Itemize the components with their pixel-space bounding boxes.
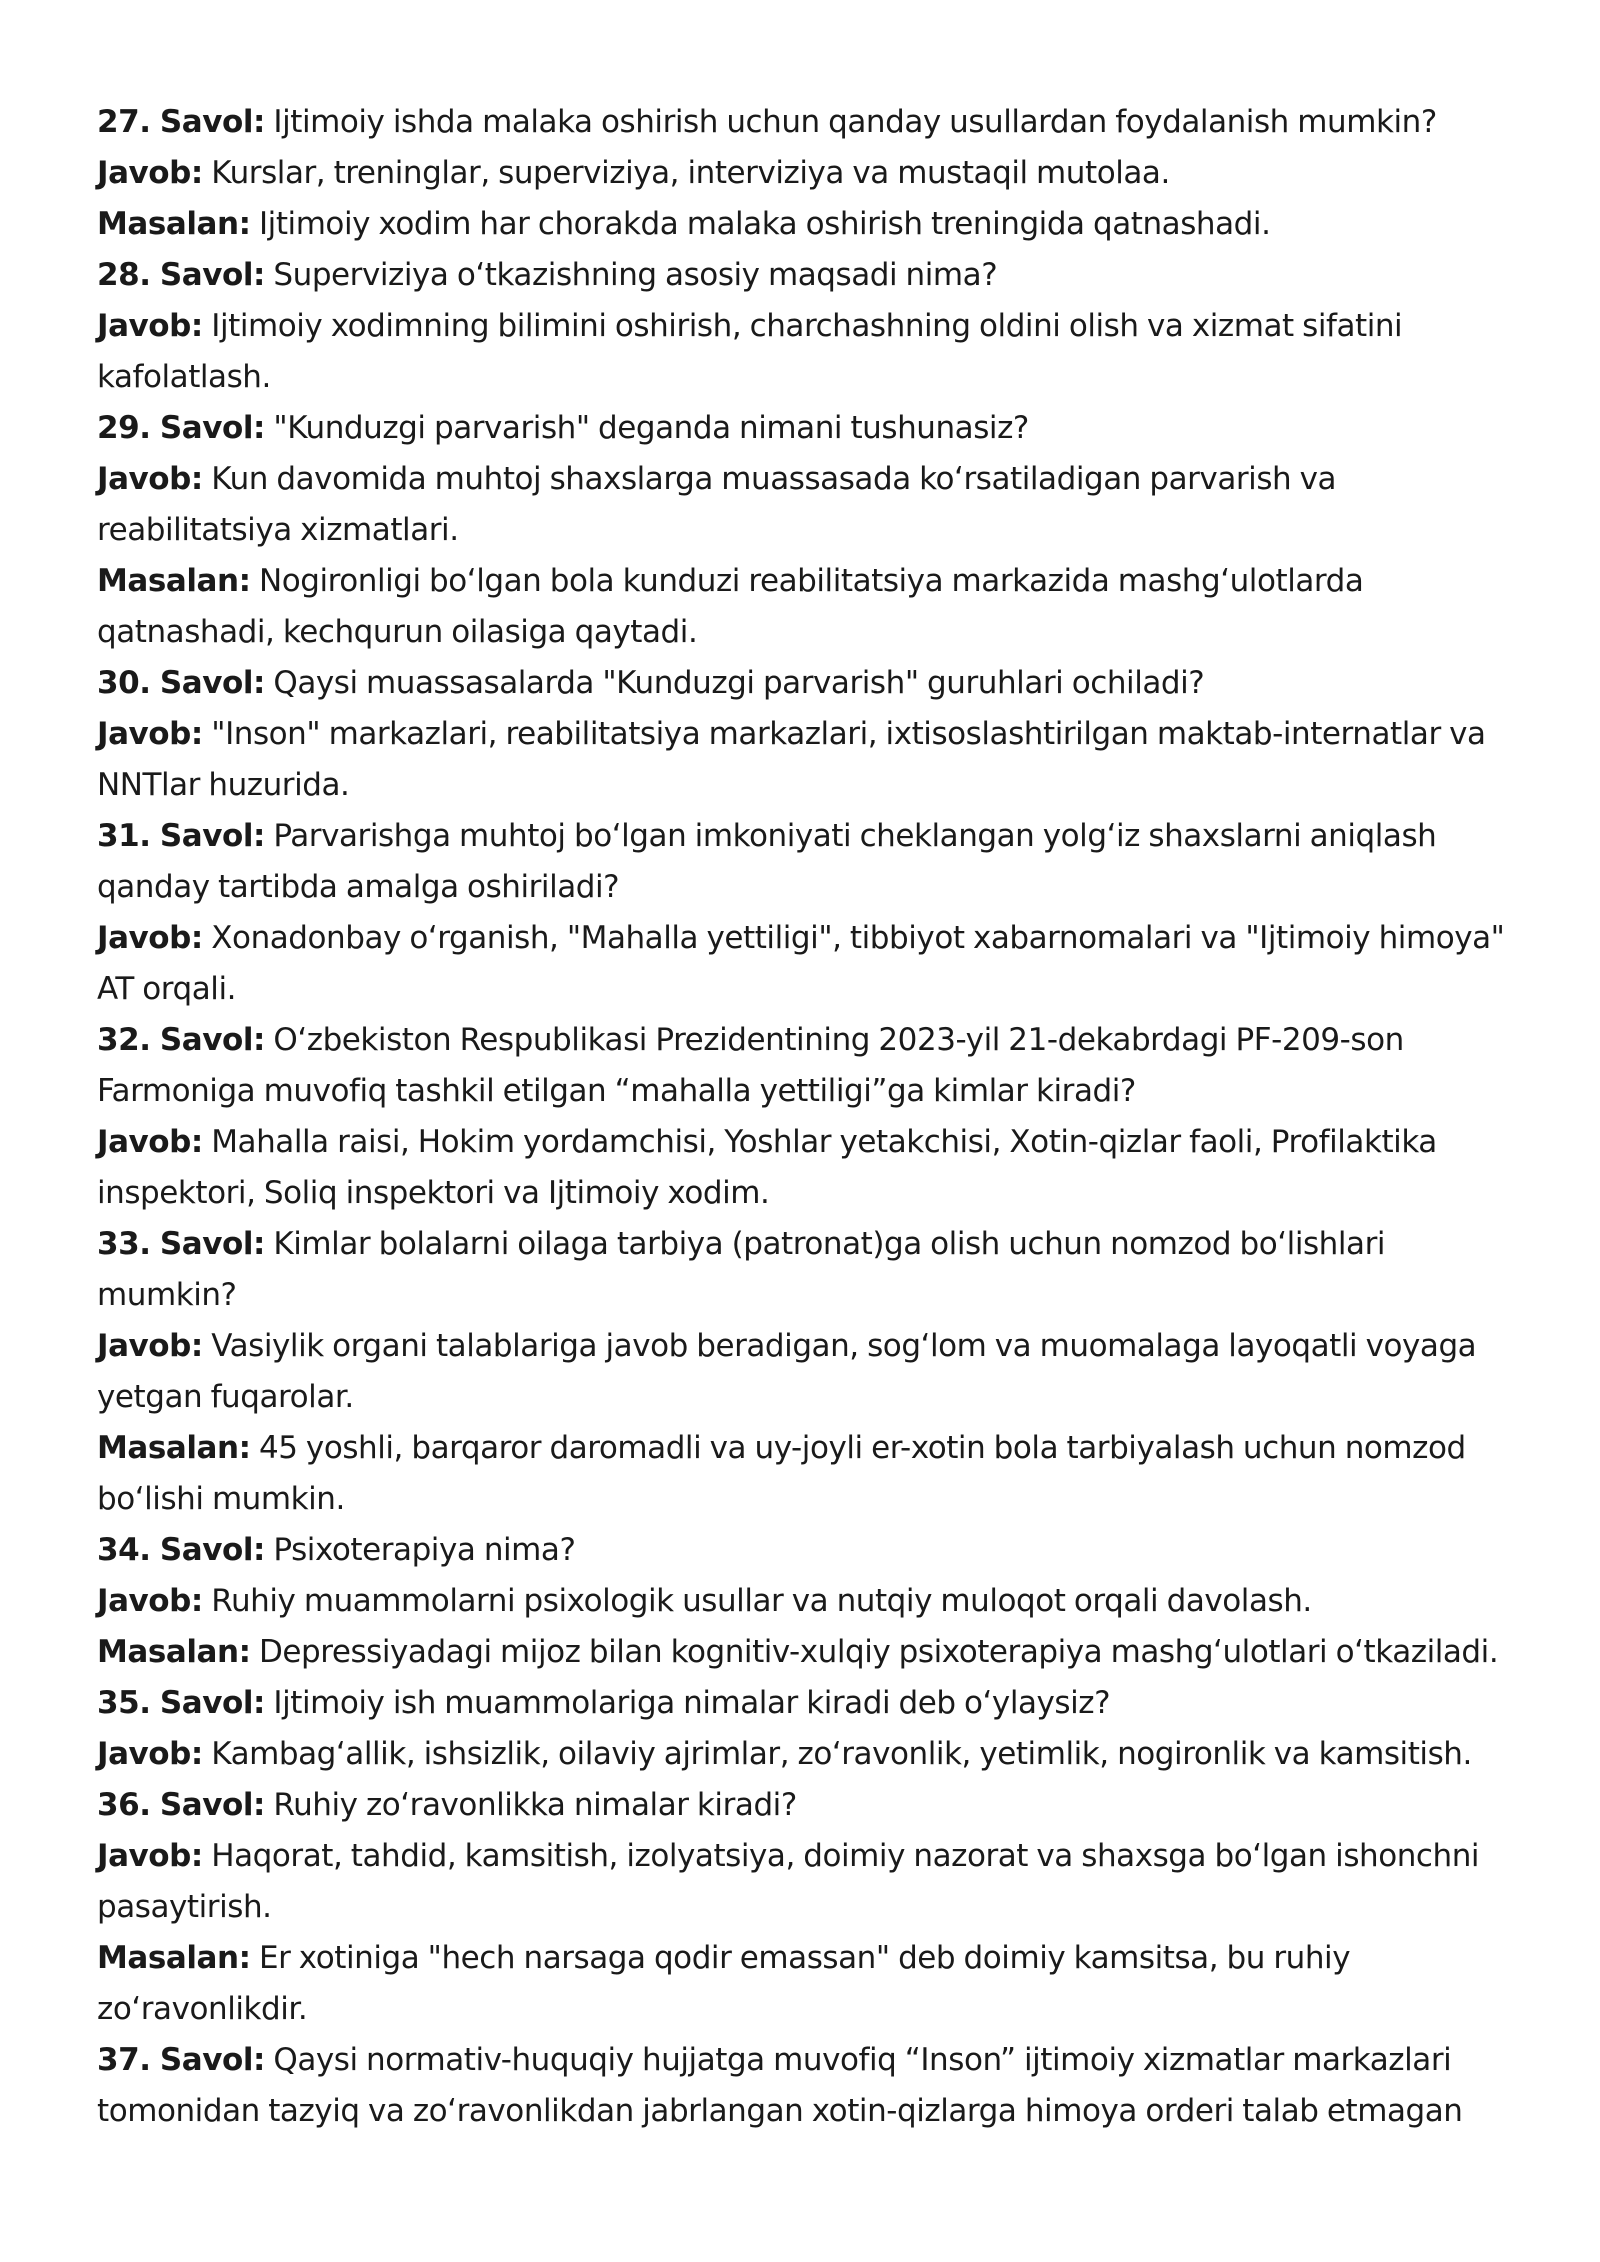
answer-paragraph	[97, 1117, 1517, 1219]
question-label: 32. Savol:	[97, 1022, 265, 1058]
answer-label: Javob:	[97, 155, 203, 191]
question-text: Parvarishga muhtoj boʻlgan imkoniyati cheklangan yolgʻiz shaxslarni aniqlash qanday tartibda amalga oshiriladi?	[97, 818, 1437, 905]
answer-paragraph	[97, 301, 1517, 403]
document-page	[97, 97, 1517, 2137]
answer-label: Javob:	[97, 1583, 203, 1619]
question-text: Superviziya oʻtkazishning asosiy maqsadi nima?	[264, 257, 998, 293]
question-label: 34. Savol:	[97, 1532, 265, 1568]
answer-text: Xonadonbay oʻrganish, "Mahalla yettiligi", tibbiyot xabarnomalari va "Ijtimoiy himoya" AT orqali.	[97, 920, 1505, 1007]
question-paragraph	[97, 403, 1517, 454]
answer-text: Mahalla raisi, Hokim yordamchisi, Yoshlar yetakchisi, Xotin-qizlar faoli, Profilaktika inspektori, Soliq inspektori va Ijtimoiy xodim.	[97, 1124, 1437, 1211]
answer-text: Vasiylik organi talablariga javob beradigan, sogʻlom va muomalaga layoqatli voyaga yetgan fuqarolar.	[97, 1328, 1477, 1415]
example-paragraph	[97, 1423, 1517, 1525]
question-paragraph	[97, 250, 1517, 301]
question-text: Ijtimoiy ishda malaka oshirish uchun qanday usullardan foydalanish mumkin?	[264, 104, 1437, 140]
question-paragraph	[97, 658, 1517, 709]
answer-text: Ijtimoiy xodimning bilimini oshirish, charchashning oldini olish va xizmat sifatini kafolatlash.	[97, 308, 1403, 395]
answer-text: "Inson" markazlari, reabilitatsiya markazlari, ixtisoslashtirilgan maktab-internatlar va NNTlar huzurida.	[97, 716, 1486, 803]
example-paragraph	[97, 556, 1517, 658]
question-paragraph	[97, 97, 1517, 148]
example-paragraph	[97, 1627, 1517, 1678]
example-label: Masalan:	[97, 206, 251, 242]
example-label: Masalan:	[97, 1634, 251, 1670]
question-label: 27. Savol:	[97, 104, 265, 140]
answer-label: Javob:	[97, 1736, 203, 1772]
example-label: Masalan:	[97, 563, 251, 599]
answer-text: Ruhiy muammolarni psixologik usullar va nutqiy muloqot orqali davolash.	[202, 1583, 1312, 1619]
question-paragraph	[97, 1678, 1517, 1729]
question-paragraph	[97, 1525, 1517, 1576]
question-text: Psixoterapiya nima?	[264, 1532, 576, 1568]
example-paragraph	[97, 199, 1517, 250]
answer-paragraph	[97, 454, 1517, 556]
example-text: Ijtimoiy xodim har chorakda malaka oshirish treningida qatnashadi.	[250, 206, 1271, 242]
question-paragraph	[97, 2035, 1517, 2137]
answer-label: Javob:	[97, 1328, 203, 1364]
question-text: "Kunduzgi parvarish" deganda nimani tushunasiz?	[264, 410, 1029, 446]
question-paragraph	[97, 1219, 1517, 1321]
answer-paragraph	[97, 709, 1517, 811]
question-paragraph	[97, 1780, 1517, 1831]
question-label: 35. Savol:	[97, 1685, 265, 1721]
example-text: Nogironligi boʻlgan bola kunduzi reabilitatsiya markazida mashgʻulotlarda qatnashadi, kechqurun oilasiga qaytadi.	[97, 563, 1364, 650]
answer-text: Haqorat, tahdid, kamsitish, izolyatsiya, doimiy nazorat va shaxsga boʻlgan ishonchni pasaytirish.	[97, 1838, 1480, 1925]
question-paragraph	[97, 1015, 1517, 1117]
question-text: Qaysi normativ-huquqiy hujjatga muvofiq “Inson” ijtimoiy xizmatlar markazlari tomonidan tazyiq va zoʻravonlikdan jabrlangan xotin-qizlarga himoya orderi talab etmagan	[97, 2042, 1463, 2129]
example-text: 45 yoshli, barqaror daromadli va uy-joyli er-xotin bola tarbiyalash uchun nomzod boʻlishi mumkin.	[97, 1430, 1466, 1517]
question-label: 33. Savol:	[97, 1226, 265, 1262]
question-label: 30. Savol:	[97, 665, 265, 701]
question-text: Ruhiy zoʻravonlikka nimalar kiradi?	[264, 1787, 797, 1823]
answer-paragraph	[97, 148, 1517, 199]
question-label: 31. Savol:	[97, 818, 265, 854]
answer-paragraph	[97, 913, 1517, 1015]
question-text: Oʻzbekiston Respublikasi Prezidentining 2023-yil 21-dekabrdagi PF-209-son Farmoniga muvofiq tashkil etilgan “mahalla yettiligi”ga kimlar kiradi?	[97, 1022, 1404, 1109]
answer-label: Javob:	[97, 716, 203, 752]
answer-text: Kurslar, treninglar, superviziya, interviziya va mustaqil mutolaa.	[202, 155, 1170, 191]
question-label: 36. Savol:	[97, 1787, 265, 1823]
example-label: Masalan:	[97, 1940, 251, 1976]
qa-list	[97, 97, 1517, 2137]
question-text: Ijtimoiy ish muammolariga nimalar kiradi deb oʻylaysiz?	[264, 1685, 1111, 1721]
answer-paragraph	[97, 1321, 1517, 1423]
answer-label: Javob:	[97, 920, 203, 956]
example-text: Depressiyadagi mijoz bilan kognitiv-xulqiy psixoterapiya mashgʻulotlari oʻtkaziladi.	[250, 1634, 1499, 1670]
answer-text: Kun davomida muhtoj shaxslarga muassasada koʻrsatiladigan parvarish va reabilitatsiya xizmatlari.	[97, 461, 1337, 548]
example-label: Masalan:	[97, 1430, 251, 1466]
answer-label: Javob:	[97, 1838, 203, 1874]
answer-label: Javob:	[97, 308, 203, 344]
answer-paragraph	[97, 1831, 1517, 1933]
question-text: Qaysi muassasalarda "Kunduzgi parvarish" guruhlari ochiladi?	[264, 665, 1205, 701]
question-label: 29. Savol:	[97, 410, 265, 446]
question-text: Kimlar bolalarni oilaga tarbiya (patronat)ga olish uchun nomzod boʻlishlari mumkin?	[97, 1226, 1386, 1313]
answer-label: Javob:	[97, 461, 203, 497]
answer-text: Kambagʻallik, ishsizlik, oilaviy ajrimlar, zoʻravonlik, yetimlik, nogironlik va kamsitish.	[202, 1736, 1472, 1772]
answer-label: Javob:	[97, 1124, 203, 1160]
answer-paragraph	[97, 1729, 1517, 1780]
question-paragraph	[97, 811, 1517, 913]
question-label: 28. Savol:	[97, 257, 265, 293]
answer-paragraph	[97, 1576, 1517, 1627]
question-label: 37. Savol:	[97, 2042, 265, 2078]
example-paragraph	[97, 1933, 1517, 2035]
example-text: Er xotiniga "hech narsaga qodir emassan" deb doimiy kamsitsa, bu ruhiy zoʻravonlikdir.	[97, 1940, 1351, 2027]
